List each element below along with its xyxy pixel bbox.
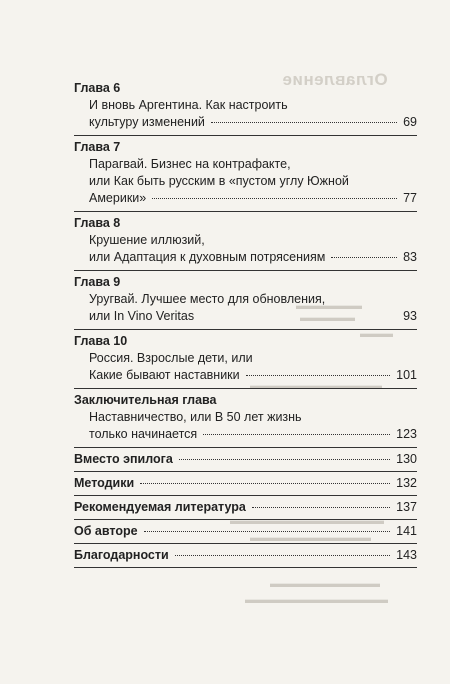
bleed-through-text: ▬▬▬▬▬▬▬▬▬▬▬ bbox=[250, 532, 371, 544]
chapter-title-text: Крушение иллюзий, bbox=[89, 233, 205, 247]
toc-chapter bbox=[74, 274, 417, 325]
section-title: Рекомендуемая литература bbox=[74, 500, 246, 514]
toc-chapter bbox=[74, 215, 417, 266]
dot-leader bbox=[140, 483, 390, 484]
bleed-through-text: ▬▬▬▬▬▬▬▬▬▬▬▬▬▬ bbox=[230, 515, 384, 527]
toc-chapter bbox=[74, 392, 417, 443]
page-number: 137 bbox=[396, 500, 417, 514]
section-title: Вместо эпилога bbox=[74, 452, 173, 466]
page-number: 83 bbox=[403, 250, 417, 264]
section-title: Благодарности bbox=[74, 548, 169, 562]
dot-leader bbox=[246, 375, 391, 376]
toc-section bbox=[74, 523, 417, 540]
table-of-contents bbox=[74, 80, 417, 571]
dot-leader bbox=[179, 459, 390, 460]
dot-leader bbox=[175, 555, 390, 556]
dot-leader bbox=[152, 198, 397, 199]
divider bbox=[74, 270, 417, 271]
chapter-title-line bbox=[74, 409, 417, 426]
bleed-through-text: ▬▬▬▬▬▬▬▬▬▬▬▬▬ bbox=[245, 594, 388, 606]
toc-chapter bbox=[74, 333, 417, 384]
page-number: 77 bbox=[403, 191, 417, 205]
page-number: 132 bbox=[396, 476, 417, 490]
page-number: 141 bbox=[396, 524, 417, 538]
chapter-title-line bbox=[74, 190, 417, 207]
section-title: Методики bbox=[74, 476, 135, 490]
chapter-title-line bbox=[74, 232, 417, 249]
chapter-title-line bbox=[74, 97, 417, 114]
chapter-title-text: или Как быть русским в «пустом углу Южной bbox=[89, 174, 349, 188]
divider bbox=[74, 543, 417, 544]
chapter-title-text: Америки» bbox=[89, 191, 147, 205]
divider bbox=[74, 388, 417, 389]
bleed-through-text: ▬▬▬ bbox=[360, 328, 393, 340]
divider bbox=[74, 519, 417, 520]
bleed-through-heading: Оглавление bbox=[282, 70, 388, 89]
dot-leader bbox=[203, 434, 390, 435]
chapter-title-text: Уругвай. Лучшее место для обновления, bbox=[89, 292, 326, 306]
chapter-label: Глава 8 bbox=[74, 216, 121, 230]
bleed-through-text: ▬▬▬▬▬▬ bbox=[296, 300, 362, 312]
divider bbox=[74, 495, 417, 496]
chapter-title-line bbox=[74, 249, 417, 266]
chapter-label: Глава 9 bbox=[74, 275, 121, 289]
bleed-through-text: ▬▬▬▬▬ bbox=[300, 312, 355, 324]
chapter-title-text: или Адаптация к духовным потрясениям bbox=[89, 250, 326, 264]
page-number: 69 bbox=[403, 115, 417, 129]
toc-chapter bbox=[74, 139, 417, 207]
chapter-title-text: Парагвай. Бизнес на контрафакте, bbox=[89, 157, 291, 171]
chapter-label: Глава 10 bbox=[74, 334, 128, 348]
page-number: 143 bbox=[396, 548, 417, 562]
page-number: 93 bbox=[403, 309, 417, 323]
chapter-label: Заключительная глава bbox=[74, 393, 217, 407]
chapter-title-line bbox=[74, 426, 417, 443]
toc-section bbox=[74, 547, 417, 564]
chapter-title-text: И вновь Аргентина. Как настроить bbox=[89, 98, 288, 112]
divider bbox=[74, 447, 417, 448]
divider bbox=[74, 567, 417, 568]
chapter-title-text: только начинается bbox=[89, 427, 198, 441]
bleed-through-text: ▬▬▬▬▬▬▬▬▬▬ bbox=[270, 578, 380, 590]
chapter-label: Глава 6 bbox=[74, 81, 121, 95]
toc-section bbox=[74, 475, 417, 492]
page-number: 123 bbox=[396, 427, 417, 441]
chapter-title-text: или In Vino Veritas bbox=[89, 309, 195, 323]
chapter-title-line bbox=[74, 308, 417, 325]
chapter-title-text: Наставничество, или В 50 лет жизнь bbox=[89, 410, 302, 424]
toc-chapter bbox=[74, 80, 417, 131]
chapter-title-line bbox=[74, 173, 417, 190]
chapter-label: Глава 7 bbox=[74, 140, 121, 154]
dot-leader bbox=[144, 531, 391, 532]
chapter-title-text: Какие бывают наставники bbox=[89, 368, 240, 382]
page-number: 101 bbox=[396, 368, 417, 382]
page-number: 130 bbox=[396, 452, 417, 466]
toc-section bbox=[74, 499, 417, 516]
dot-leader bbox=[331, 257, 397, 258]
chapter-title-line bbox=[74, 114, 417, 131]
bleed-through-text: ▬▬▬▬▬▬▬▬▬▬▬▬ bbox=[250, 380, 382, 392]
chapter-title-text: культуру изменений bbox=[89, 115, 205, 129]
chapter-title-line bbox=[74, 367, 417, 384]
dot-leader bbox=[211, 122, 397, 123]
chapter-title-text: Россия. Взрослые дети, или bbox=[89, 351, 253, 365]
toc-section bbox=[74, 451, 417, 468]
divider bbox=[74, 211, 417, 212]
divider bbox=[74, 329, 417, 330]
chapter-title-line bbox=[74, 291, 417, 308]
chapter-title-line bbox=[74, 156, 417, 173]
dot-leader bbox=[252, 507, 390, 508]
divider bbox=[74, 471, 417, 472]
section-title: Об авторе bbox=[74, 524, 138, 538]
chapter-title-line bbox=[74, 350, 417, 367]
divider bbox=[74, 135, 417, 136]
